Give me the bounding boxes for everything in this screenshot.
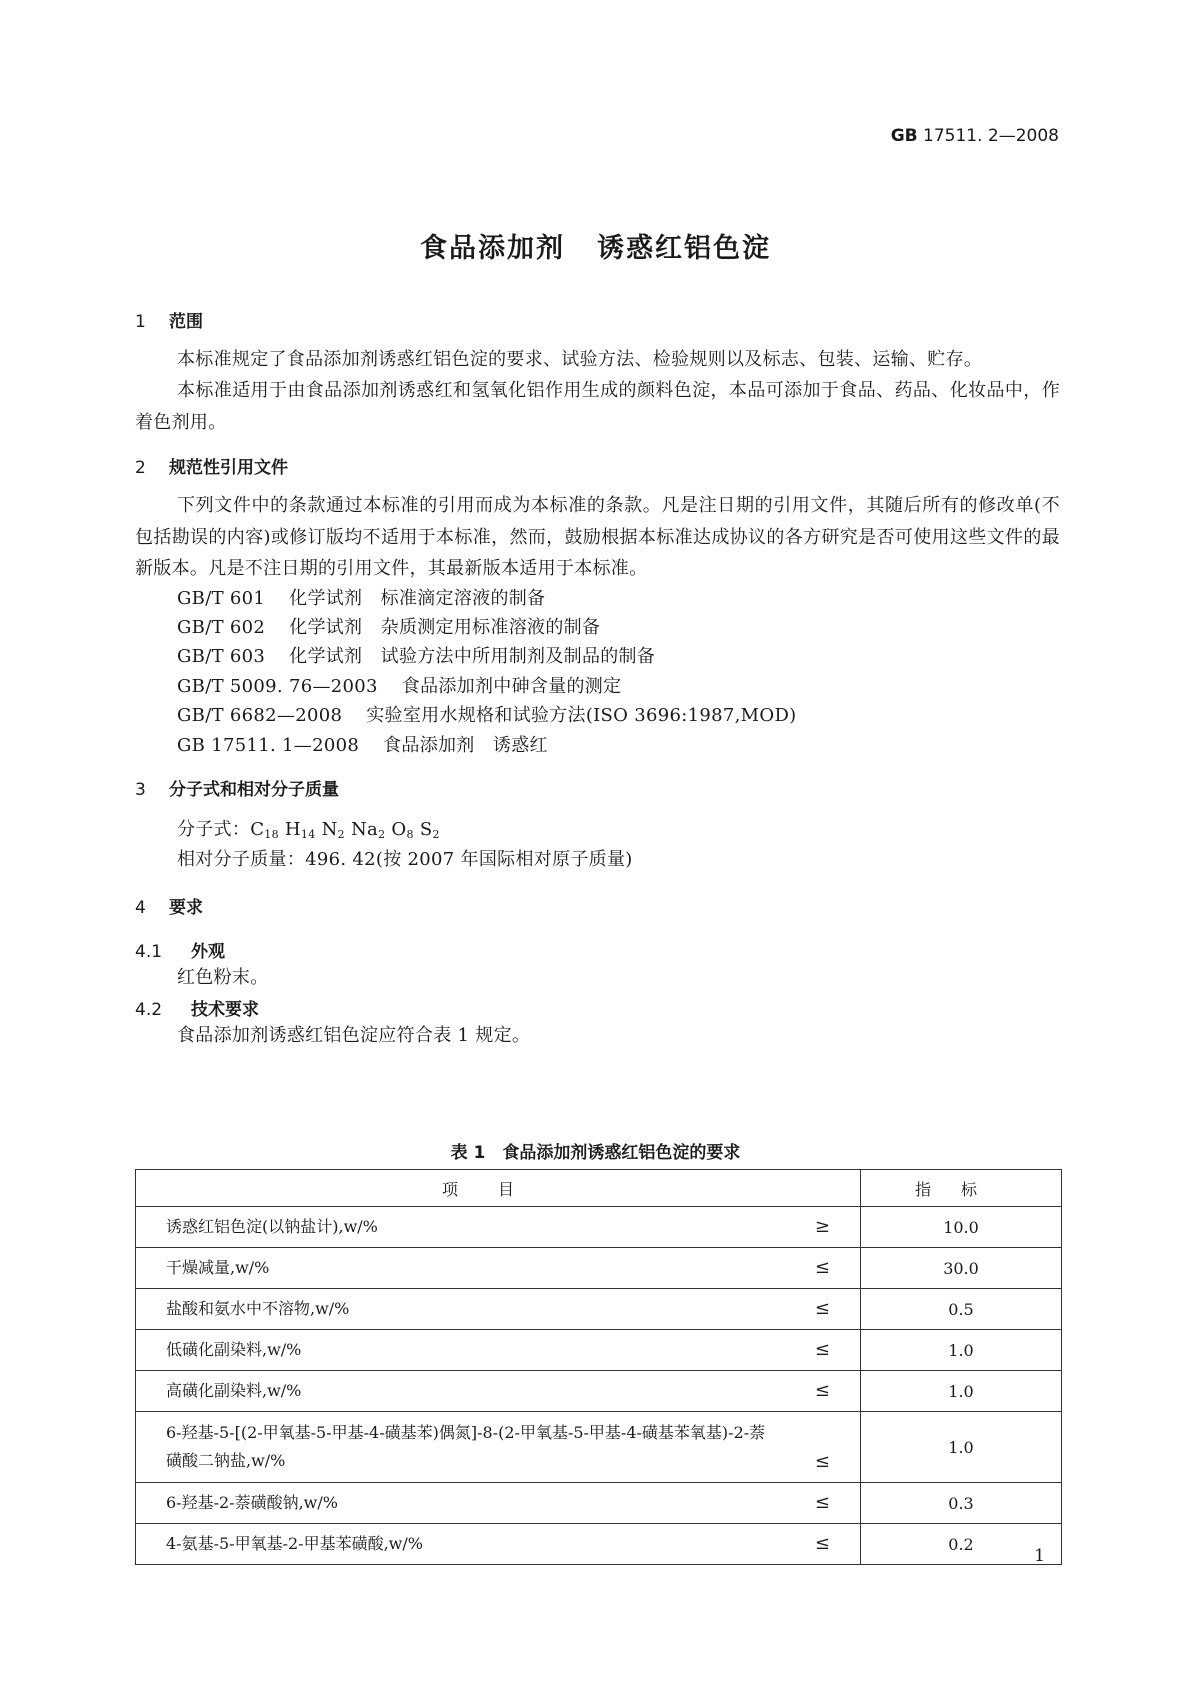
table-row — [136, 1524, 1062, 1565]
table-cell-value: 10.0 — [861, 1207, 1062, 1248]
standard-code — [891, 126, 1059, 146]
table-header-value: 指标 — [861, 1170, 1062, 1207]
comparison-operator: ≤ — [814, 1533, 830, 1554]
comparison-operator: ≤ — [814, 1298, 830, 1319]
table-cell-item: 盐酸和氨水中不溶物,w/% — [166, 1299, 350, 1318]
section-1-para-1: 本标准规定了食品添加剂诱惑红铝色淀的要求、试验方法、检验规则以及标志、包装、运输、贮存。 — [177, 349, 983, 370]
table-cell-item: 干燥减量,w/% — [166, 1258, 270, 1277]
table-cell-value: 1.0 — [861, 1412, 1062, 1483]
table-cell-value: 1.0 — [861, 1330, 1062, 1371]
reference-item: GB/T 5009. 76—2003 食品添加剂中砷含量的测定 — [177, 676, 622, 697]
section-4-2-text: 食品添加剂诱惑红铝色淀应符合表 1 规定。 — [177, 1025, 531, 1046]
table-cell-value: 0.2 — [861, 1524, 1062, 1565]
molecular-formula: 分子式：$C_{18}$ $H_{14}$ $N_2$ $Na_2$ $O_8$ $S_2$ — [177, 819, 440, 841]
table-cell-item: 低磺化副染料,w/% — [166, 1340, 302, 1359]
section-1-heading: 1 范围 — [135, 312, 203, 332]
table-caption: 表 1 食品添加剂诱惑红铝色淀的要求 — [450, 1143, 741, 1163]
comparison-operator: ≤ — [814, 1380, 830, 1401]
section-4-heading: 4 要求 — [135, 898, 203, 918]
table-row — [136, 1483, 1062, 1524]
section-4-1-heading: 4.1 外观 — [135, 942, 225, 962]
table-cell-item: 诱惑红铝色淀(以钠盐计),w/% — [166, 1217, 378, 1236]
section-2-para: 下列文件中的条款通过本标准的引用而成为本标准的条款。凡是注日期的引用文件，其随后所有的修改单(不包括勘误的内容)或修订版均不适用于本标准，然而，鼓励根据本标准达成协议的各方研究是否可使用这些文件的最新版本。凡是不注日期的引用文件，其最新版本适用于本标准。 — [135, 495, 1060, 579]
table-cell-value: 0.3 — [861, 1483, 1062, 1524]
table-cell-item: 6-羟基-5-[(2-甲氧基-5-甲基-4-磺基苯)偶氮]-8-(2-甲氧基-5-甲基-4-磺基苯氧基)-2-萘磺酸二钠盐,w/% — [166, 1423, 766, 1470]
table-cell-item: 4-氨基-5-甲氧基-2-甲基苯磺酸,w/% — [166, 1534, 423, 1553]
comparison-operator: ≤ — [814, 1492, 830, 1513]
reference-item: GB 17511. 1—2008 食品添加剂 诱惑红 — [177, 735, 548, 756]
table-row — [136, 1248, 1062, 1289]
table-header-row — [136, 1170, 1062, 1207]
molecular-mass: 相对分子质量：496. 42(按 2007 年国际相对原子质量) — [177, 849, 633, 870]
comparison-operator: ≤ — [814, 1339, 830, 1360]
document-title — [0, 226, 1191, 265]
table-row — [136, 1412, 1062, 1483]
section-4-2-heading: 4.2 技术要求 — [135, 1000, 259, 1020]
table-header-item: 项目 — [136, 1170, 861, 1207]
section-4-1-text: 红色粉末。 — [177, 967, 269, 988]
table-row — [136, 1207, 1062, 1248]
comparison-operator: ≤ — [814, 1257, 830, 1278]
standard-prefix: GB — [890, 126, 918, 146]
table-cell-value: 0.5 — [861, 1289, 1062, 1330]
reference-item: GB/T 601 化学试剂 标准滴定溶液的制备 — [177, 588, 546, 609]
page-number: 1 — [1034, 1546, 1045, 1566]
comparison-operator: ≤ — [814, 1451, 830, 1472]
title-part2: 诱惑红铝色淀 — [597, 233, 771, 264]
reference-item: GB/T 602 化学试剂 杂质测定用标准溶液的制备 — [177, 617, 601, 638]
table-row — [136, 1330, 1062, 1371]
title-part1: 食品添加剂 — [420, 233, 565, 264]
table-cell-value: 1.0 — [861, 1371, 1062, 1412]
table-cell-item: 高磺化副染料,w/% — [166, 1381, 302, 1400]
section-2-heading: 2 规范性引用文件 — [135, 458, 288, 478]
table-row — [136, 1371, 1062, 1412]
table-row — [136, 1289, 1062, 1330]
comparison-operator: ≥ — [814, 1216, 830, 1237]
reference-item: GB/T 603 化学试剂 试验方法中所用制剂及制品的制备 — [177, 646, 656, 667]
reference-item: GB/T 6682—2008 实验室用水规格和试验方法(ISO 3696:1987,MOD) — [177, 705, 797, 726]
table-cell-item: 6-羟基-2-萘磺酸钠,w/% — [166, 1493, 338, 1512]
standard-number: 17511. 2—2008 — [923, 126, 1059, 146]
section-3-heading: 3 分子式和相对分子质量 — [135, 780, 339, 800]
table-cell-value: 30.0 — [861, 1248, 1062, 1289]
section-1-para-2: 本标准适用于由食品添加剂诱惑红和氢氧化铝作用生成的颜料色淀，本品可添加于食品、药品、化妆品中，作着色剂用。 — [135, 380, 1060, 433]
requirements-table — [135, 1169, 1062, 1565]
